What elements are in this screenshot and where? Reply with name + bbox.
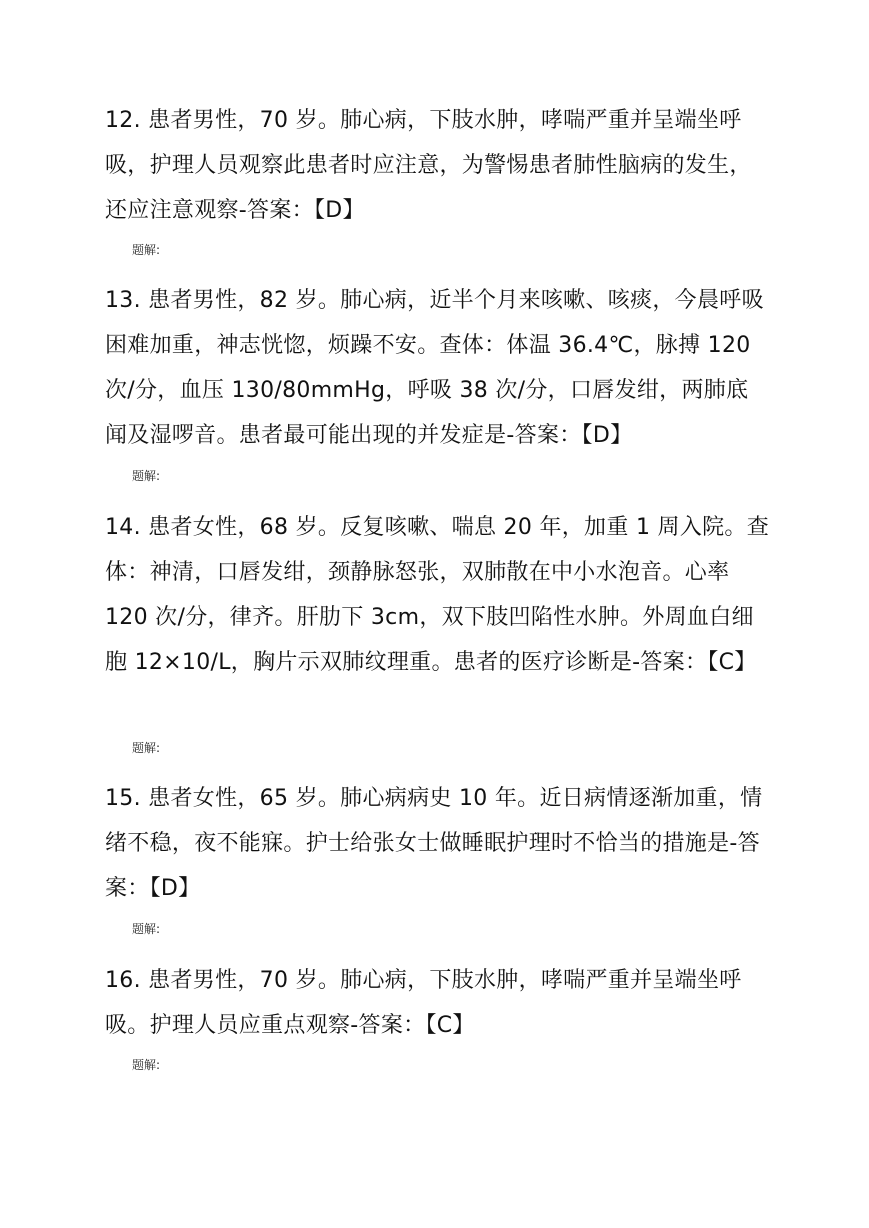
question-text: 14. 患者女性，68 岁。反复咳嗽、喘息 20 年，加重 1 周入院。查体：神清，口唇发绀，颈静脉怒张，双肺散在中小水泡音。心率 120 次/分，律齐。肝肋下 3cm，双下肢凹陷性水肿。外周血白细胞 12×10/L，胸片示双肺纹理重。患者的医疗诊断是-答案： xyxy=(105,515,770,675)
explanation-label: 题解: xyxy=(132,469,161,483)
explanation-label: 题解: xyxy=(132,1058,161,1072)
explanation-label: 题解: xyxy=(132,922,161,936)
answer-label: 【C】 xyxy=(425,1013,475,1038)
answer-label: 【D】 xyxy=(313,198,365,223)
question-14 xyxy=(105,505,770,685)
explanation-label: 题解: xyxy=(132,741,161,755)
answer-label: 【D】 xyxy=(149,876,201,901)
question-15 xyxy=(105,776,770,911)
explanation-label: 题解: xyxy=(132,243,161,257)
answer-label: 【C】 xyxy=(707,650,757,675)
question-13 xyxy=(105,278,770,458)
question-12 xyxy=(105,98,770,233)
question-text: 13. 患者男性，82 岁。肺心病，近半个月来咳嗽、咳痰，今晨呼吸困难加重，神志恍惚，烦躁不安。查体：体温 36.4℃，脉搏 120 次/分，血压 130/80mmHg，呼吸 38 次/分，口唇发绀，两肺底闻及湿啰音。患者最可能出现的并发症是-答案： xyxy=(105,288,764,448)
answer-label: 【D】 xyxy=(581,423,633,448)
question-text: 15. 患者女性，65 岁。肺心病病史 10 年。近日病情逐渐加重，情绪不稳，夜不能寐。护士给张女士做睡眠护理时不恰当的措施是-答案： xyxy=(105,786,763,901)
question-16 xyxy=(105,958,770,1048)
question-text: 16. 患者男性，70 岁。肺心病，下肢水肿，哮喘严重并呈端坐呼吸。护理人员应重点观察-答案： xyxy=(105,968,742,1038)
question-text: 12. 患者男性，70 岁。肺心病，下肢水肿，哮喘严重并呈端坐呼吸，护理人员观察此患者时应注意，为警惕患者肺性脑病的发生，还应注意观察-答案： xyxy=(105,108,752,223)
